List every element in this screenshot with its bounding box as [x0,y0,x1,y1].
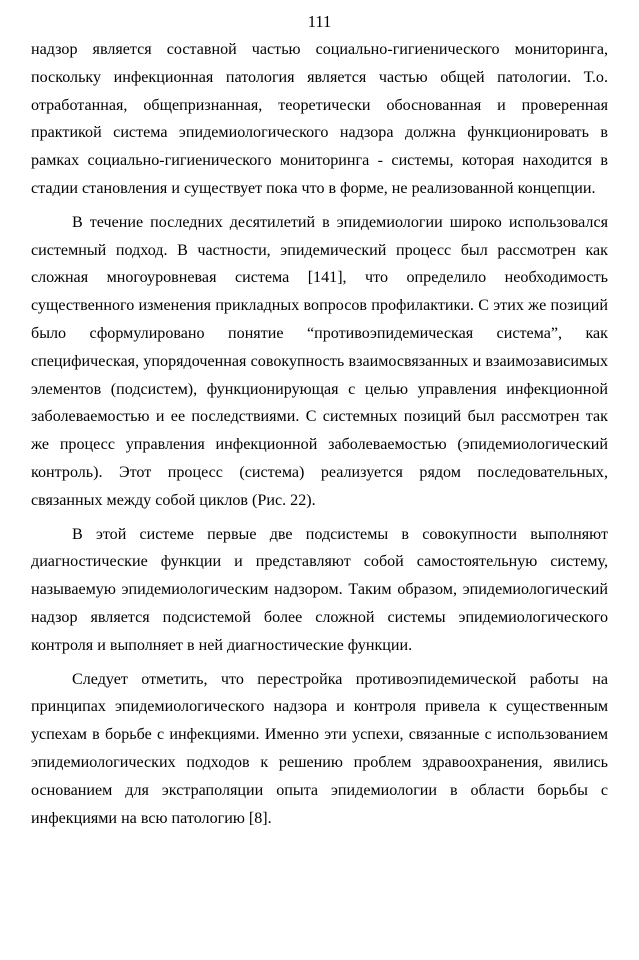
paragraph-conclusion: Следует отметить, что перестройка противоэпидемической работы на принципах эпидемиологического надзора и контроля привела к существенным успехам в борьбе с инфекциями. Именно эти успехи, связанные с использованием эпидемиологических подходов к решению проблем здравоохранения, явились основанием для экстраполяции опыта эпидемиологии в области борьбы с инфекциями на всю патологию [8]. [31,670,608,827]
body-text [31,36,608,832]
paragraph-continuation: надзор является составной частью социально-гигиенического мониторинга, поскольку инфекционная патология является частью общей патологии. Т.о. отработанная, общепризнанная, теоретически обоснованная и проверенная практикой система эпидемиологического надзора должна функционировать в рамках социально-гигиенического мониторинга - системы, которая находится в стадии становления и существует пока что в форме, не реализованной концепции. [31,41,608,197]
paragraph-system-approach: В течение последних десятилетий в эпидемиологии широко использовался системный подход. В частности, эпидемический процесс был рассмотрен как сложная многоуровневая система [141], что определило необходимость существенного изменения прикладных вопросов профилактики. С этих же позиций было сформулировано понятие “противоэпидемическая система”, как специфическая, упорядоченная совокупность взаимосвязанных и взаимозависимых элементов (подсистем), функционирующая с целью управления инфекционной заболеваемостью и ее последствиями. С системных позиций был рассмотрен так же процесс управления инфекционной заболеваемостью (эпидемиологический контроль). Этот процесс (система) реализуется рядом последовательных, связанных между собой циклов (Рис. 22). [31,213,608,509]
page-number: 111 [307,12,332,31]
paragraph-surveillance-subsystem: В этой системе первые две подсистемы в совокупности выполняют диагностические функции и представляют собой самостоятельную систему, называемую эпидемиологическим надзором. Таким образом, эпидемиологический надзор является подсистемой более сложной системы эпидемиологического контроля и выполняет в ней диагностические функции. [31,525,608,654]
